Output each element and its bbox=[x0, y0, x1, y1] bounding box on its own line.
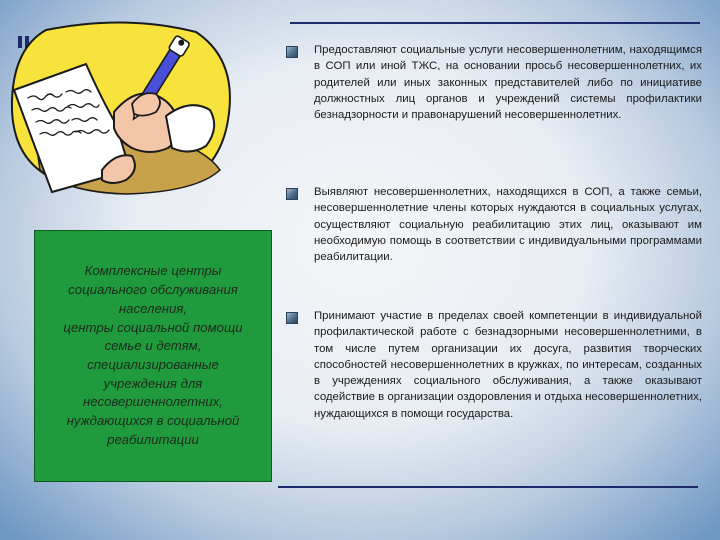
bullet-item bbox=[286, 184, 702, 265]
square-bullet-icon bbox=[286, 46, 298, 58]
bullet-item bbox=[286, 42, 702, 123]
square-bullet-icon bbox=[286, 188, 298, 200]
bullet-text: Принимают участие в пределах своей компетенции в индивидуальной профилактической работе с безнадзорными несовершеннолетними, в том числе путем организации их досуга, развития творческих способностей несовершеннолетних в кружках, по интересам, созданных в учреждениях социального обслуживания, а также оказывают содействие в организации оздоровления и отдыха несовершеннолетних, нуждающихся в помощи государства. bbox=[314, 310, 702, 420]
bullet-text: Предоставляют социальные услуги несовершеннолетним, находящимся в СОП или иной ТЖС, на основании просьб несовершеннолетних, их родителей или иных законных представителей либо по инициативе должностных лиц органов и учреждений системы профилактики безнадзорности и правонарушений несовершеннолетних. bbox=[314, 44, 702, 122]
green-info-box bbox=[34, 230, 272, 482]
square-bullet-icon bbox=[286, 312, 298, 324]
bullet-item bbox=[286, 308, 702, 422]
bottom-rule bbox=[278, 486, 698, 488]
bullet-text: Выявляют несовершеннолетних, находящихся в СОП, а также семьи, несовершеннолетние члены которых нуждаются в социальных услугах, осуществляют социальную реабилитацию этих лиц, оказывают им необходимую помощь в соответствии с индивидуальными программами реабилитации. bbox=[314, 186, 702, 264]
top-rule bbox=[290, 22, 700, 24]
hand-writing-list-icon bbox=[6, 20, 238, 200]
green-box-text: Комплексные центры социального обслуживания населения, центры социальной помощи семье и детям, специализированные учреждения для несовершеннолетних, нуждающихся в социальной реабилитации bbox=[63, 263, 243, 447]
